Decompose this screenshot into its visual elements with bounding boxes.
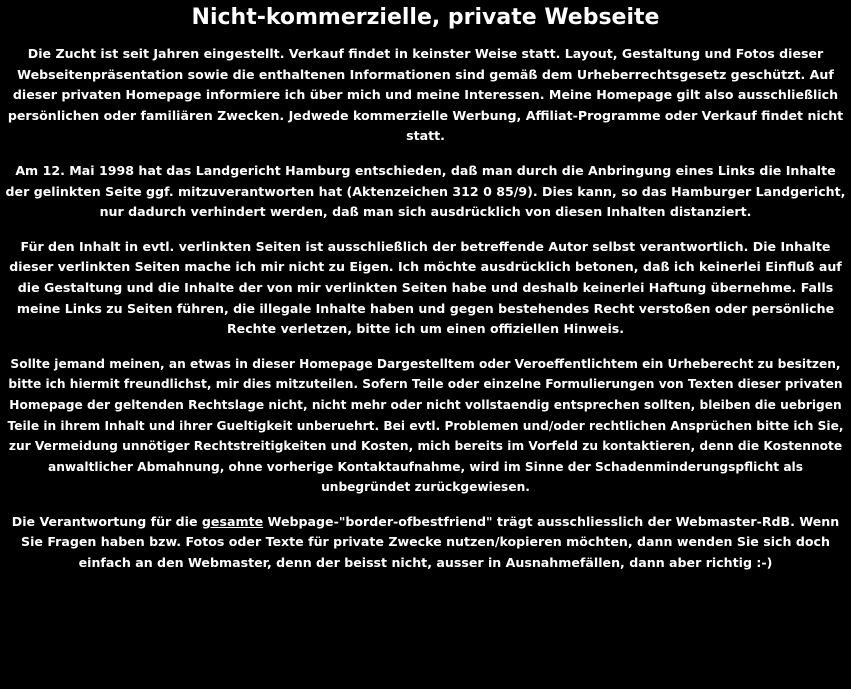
paragraph-copyright-notice: Sollte jemand meinen, an etwas in dieser Homepage Dargestelltem oder Veroeffentlichtem ein Urheberecht zu besitzen, bitte ich hiermit freundlichst, mir dies mitzuteilen. Sofern Teile oder einzelne Formulierungen von Texten dieser privaten Homepage der geltenden Rechtslage nicht, nicht mehr oder nicht vollstaendig entsprechen sollten, bleiben die uebrigen Teile in ihrem Inhalt und ihrer Gueltigkeit unberuehrt. Bei evtl. Problemen und/oder rechtlichen Ansprüchen bitte ich Sie, zur Vermeidung unnötiger Rechtstreitigkeiten und Kosten, mich bereits im Vorfeld zu kontaktieren, denn die Kostennote anwaltlicher Abmahnung, ohne vorherige Kontaktaufnahme, wird im Sinne der Schadenminderungspflicht als unbegründet zurückgewiesen. <box>7 356 844 495</box>
page-title: Nicht-kommerzielle, private Webseite <box>191 5 660 30</box>
paragraph-court-ruling: Am 12. Mai 1998 hat das Landgericht Hamburg entschieden, daß man durch die Anbringung eines Links die Inhalte der gelinkten Seite ggf. mitzuverantworten hat (Aktenzeichen 312 0 85/9). Dies kann, so das Hamburger Landgericht, nur dadurch verhindert werden, daß man sich ausdrücklich von diesen Inhalten distanziert. <box>5 162 846 220</box>
paragraph-webmaster-responsibility <box>3 512 848 574</box>
paragraph-breeding-notice: Die Zucht ist seit Jahren eingestellt. Verkauf findet in keinster Weise statt. Layout, Gestaltung und Fotos dieser Webseitenpräsentation sowie die enthaltenen Informationen sind gemäß dem Urheberrechtsgesetz geschützt. Auf dieser privaten Homepage informiere ich über mich und meine Interessen. Meine Homepage gilt also ausschließlich persönlichen oder familiären Zwecken. Jedwede kommerzielle Werbung, Affiliat-Programme oder Verkauf findet nicht statt. <box>7 46 844 144</box>
underlined-word: gesamte <box>201 513 264 529</box>
paragraph-link-liability: Für den Inhalt in evtl. verlinkten Seiten ist ausschließlich der betreffende Autor selbst verantwortlich. Die Inhalte dieser verlinkten Seiten mache ich mir nicht zu Eigen. Ich möchte ausdrücklich betonen, daß ich keinerlei Einfluß auf die Gestaltung und die Inhalte der von mir verlinkten Seiten habe und deshalb keinerlei Haftung übernehme. Falls meine Links zu Seiten führen, die illegale Inhalte haben und gegen bestehendes Recht verstoßen oder persönliche Rechte verletzen, bitte ich um einen offiziellen Hinweis. <box>9 238 842 337</box>
responsibility-text-end: Webpage-"border-ofbestfriend" trägt ausschliesslich der Webmaster-RdB. Wenn Sie Fragen haben bzw. Fotos oder Texte für private Zwecke nutzen/kopieren möchten, dann wenden Sie sich doch einfach an den Webmaster, denn der beisst nicht, ausser in Ausnahmefällen, dann aber richtig :-) <box>21 513 840 571</box>
responsibility-text-start: Die Verantwortung für die <box>11 513 202 529</box>
